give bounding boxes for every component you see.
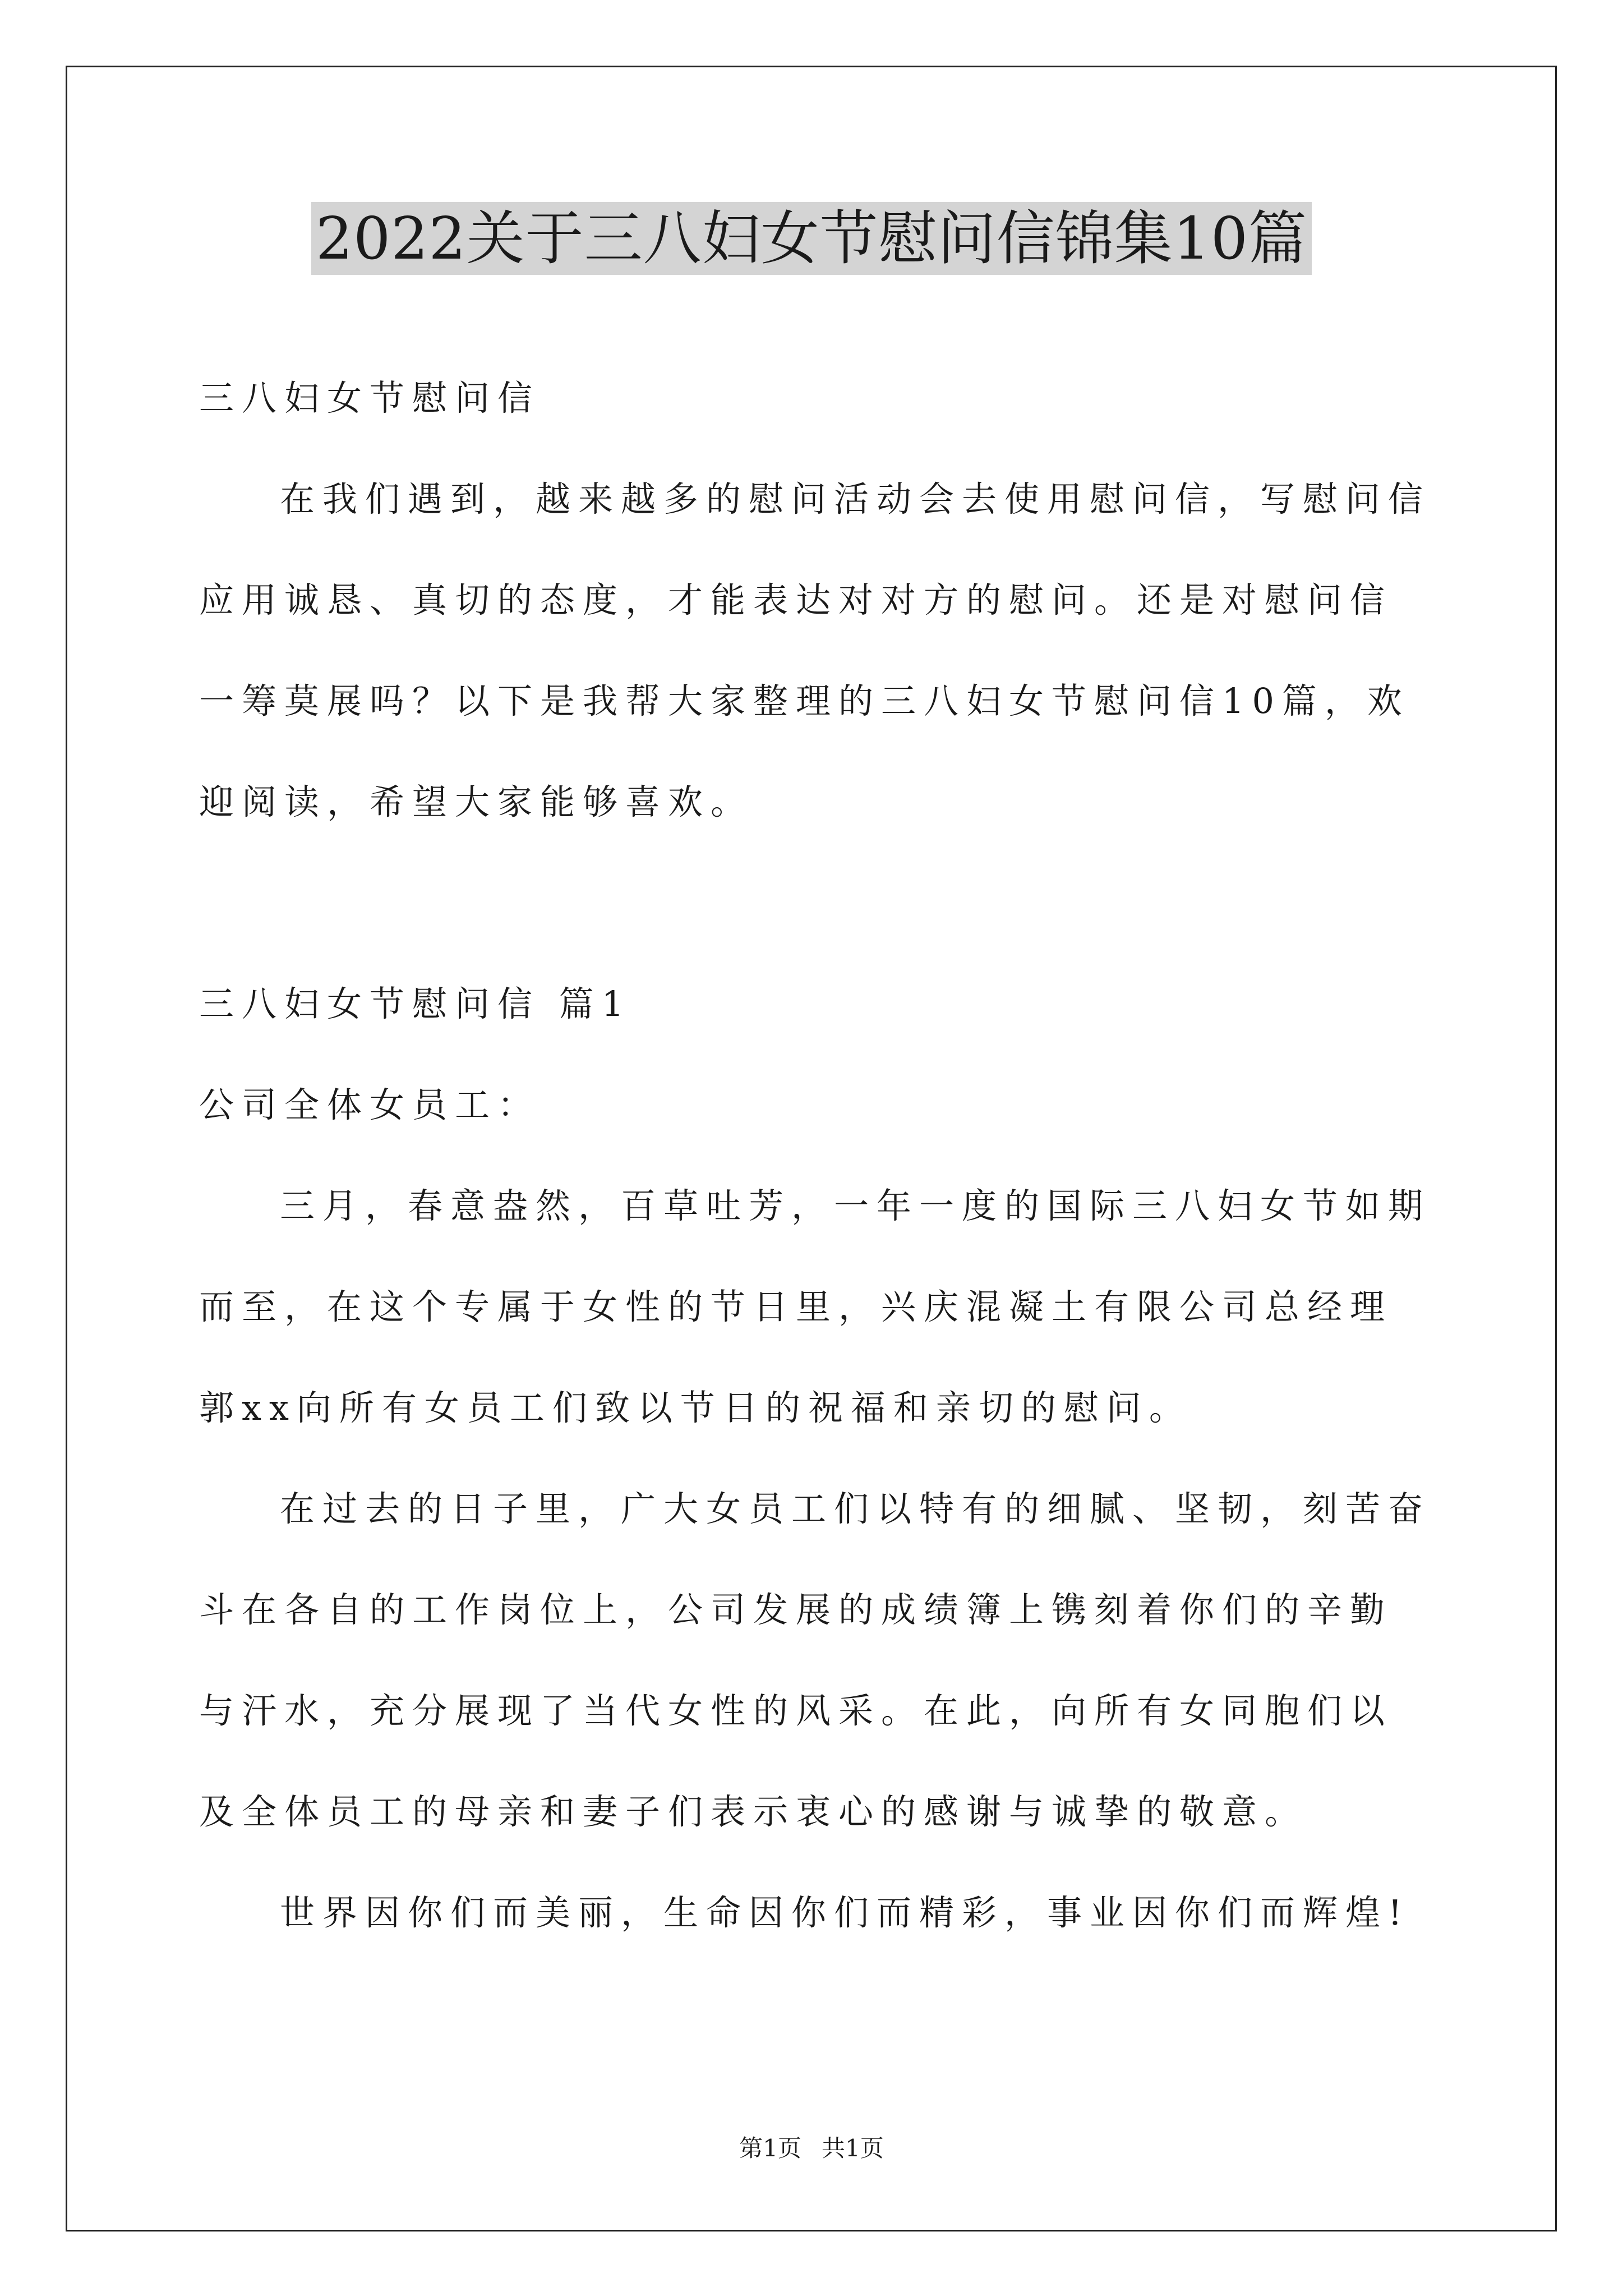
page-total: 共1页 [822,2134,884,2162]
body-paragraph: 世界因你们而美丽，生命因你们而精彩，事业因你们而辉煌! [280,1892,1410,1933]
intro-paragraph: 在我们遇到，越来越多的慰问活动会去使用慰问信，写慰问信应用诚恳、真切的态度，才能表达对对方的慰问。还是对慰问信一筹莫展吗？以下是我帮大家整理的三八妇女节慰问信10篇，欢迎阅读，希望大家能够喜欢。 [199,478,1431,822]
page-number: 第1页 [739,2134,801,2162]
title-container [0,202,1623,275]
body-paragraph: 在过去的日子里，广大女员工们以特有的细腻、坚韧，刻苦奋斗在各自的工作岗位上，公司发展的成绩簿上镌刻着你们的辛勤与汗水，充分展现了当代女性的风采。在此，向所有女同胞们以及全体员工的母亲和妻子们表示衷心的感谢与诚挚的敬意。 [199,1488,1431,1832]
page-footer [0,2132,1623,2165]
letter-heading: 三八妇女节慰问信 篇1 [199,983,632,1024]
document-title: 2022关于三八妇女节慰问信锦集10篇 [311,202,1312,275]
salutation: 公司全体女员工： [199,1084,541,1125]
paragraph-gap [199,853,1433,954]
body-paragraph: 三月，春意盎然，百草吐芳，一年一度的国际三八妇女节如期而至，在这个专属于女性的节日里，兴庆混凝土有限公司总经理郭xx向所有女员工们致以节日的祝福和亲切的慰问。 [199,1185,1431,1428]
document-body [199,348,1433,1963]
section-heading: 三八妇女节慰问信 [199,378,541,418]
